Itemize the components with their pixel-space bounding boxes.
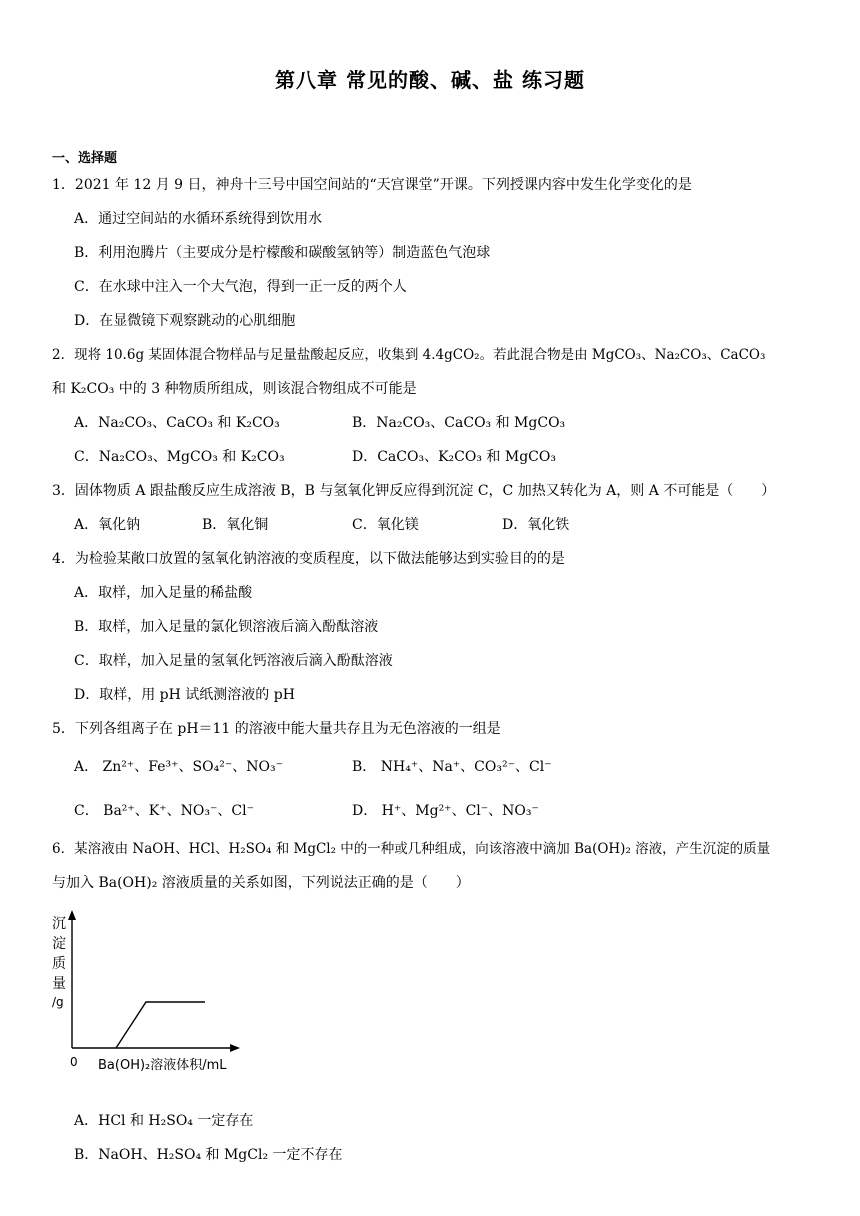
graph-y-axis-arrow [68,910,76,920]
question-2-stem-line-2: 和 K₂CO₃ 中的 3 种物质所组成，则该混合物组成不可能是 [52,381,417,397]
graph-x-axis-arrow [230,1044,240,1052]
question-3-stem: 3．固体物质 A 跟盐酸反应生成溶液 B，B 与氢氧化钾反应得到沉淀 C，C 加热又转化为 A，则 A 不可能是（ ） [52,483,776,499]
question-3-option-c: C．氧化镁 [352,517,419,533]
question-6-stem-line-1: 6．某溶液由 NaOH、HCl、H₂SO₄ 和 MgCl₂ 中的一种或几种组成，向该溶液中滴加 Ba(OH)₂ 溶液，产生沉淀的质量 [52,841,771,857]
graph-x-axis-label: Ba(OH)₂溶液体积/mL [98,1058,227,1073]
question-5-option-a: A． Zn²⁺、Fe³⁺、SO₄²⁻、NO₃⁻ [74,759,283,775]
question-5-stem: 5．下列各组离子在 pH＝11 的溶液中能大量共存且为无色溶液的一组是 [52,721,501,737]
question-4-option-b: B．取样，加入足量的氯化钡溶液后滴入酚酞溶液 [74,619,379,635]
question-4-option-c: C．取样，加入足量的氢氧化钙溶液后滴入酚酞溶液 [74,653,393,669]
question-1-option-d: D．在显微镜下观察跳动的心肌细胞 [74,313,296,329]
graph-ylabel-char-4: 量 [52,976,66,992]
question-2-option-b: B．Na₂CO₃、CaCO₃ 和 MgCO₃ [352,415,566,431]
question-1-option-a: A．通过空间站的水循环系统得到饮用水 [74,211,323,227]
question-1-stem: 1．2021 年 12 月 9 日，神舟十三号中国空间站的“天宫课堂”开课。下列授课内容中发生化学变化的是 [52,177,692,193]
question-1-option-c: C．在水球中注入一个大气泡，得到一正一反的两个人 [74,279,407,295]
question-2-option-a: A．Na₂CO₃、CaCO₃ 和 K₂CO₃ [74,415,280,431]
question-6-option-b: B．NaOH、H₂SO₄ 和 MgCl₂ 一定不存在 [74,1147,343,1163]
graph-ylabel-char-3: 质 [52,956,66,972]
question-5-option-b: B． NH₄⁺、Na⁺、CO₃²⁻、Cl⁻ [352,759,552,775]
question-3-option-b: B．氧化铜 [202,517,269,533]
question-2-stem-line-1: 2．现将 10.6g 某固体混合物样品与足量盐酸起反应，收集到 4.4gCO₂。若此混合物是由 MgCO₃、Na₂CO₃、CaCO₃ [52,347,766,363]
page-title: 第八章 常见的酸、碱、盐 练习题 [275,68,585,92]
graph-ylabel-char-1: 沉 [52,916,66,932]
question-4-option-a: A．取样，加入足量的稀盐酸 [74,585,253,601]
question-3-option-a: A．氧化钠 [74,517,141,533]
question-6-stem-line-2: 与加入 Ba(OH)₂ 溶液质量的关系如图，下列说法正确的是（ ） [52,875,470,891]
graph-ylabel-char-2: 淀 [52,936,66,952]
question-2-option-c: C．Na₂CO₃、MgCO₃ 和 K₂CO₃ [74,449,285,465]
section-heading: 一、选择题 [52,151,118,166]
question-1-option-b: B．利用泡腾片（主要成分是柠檬酸和碳酸氢钠等）制造蓝色气泡球 [74,245,491,261]
question-6-option-a: A．HCl 和 H₂SO₄ 一定存在 [74,1113,254,1129]
question-4-stem: 4．为检验某敞口放置的氢氧化钠溶液的变质程度，以下做法能够达到实验目的的是 [52,551,565,567]
question-3-option-d: D．氧化铁 [502,517,570,533]
precipitate-mass-graph [50,908,270,1073]
question-2-option-d: D．CaCO₃、K₂CO₃ 和 MgCO₃ [352,449,556,465]
question-5-option-c: C． Ba²⁺、K⁺、NO₃⁻、Cl⁻ [74,803,254,819]
question-5-option-d: D． H⁺、Mg²⁺、Cl⁻、NO₃⁻ [352,803,539,819]
question-4-option-d: D．取样，用 pH 试纸测溶液的 pH [74,687,295,703]
graph-data-line [116,1002,205,1048]
graph-y-unit: /g [52,995,64,1009]
graph-origin-label: 0 [70,1055,78,1069]
